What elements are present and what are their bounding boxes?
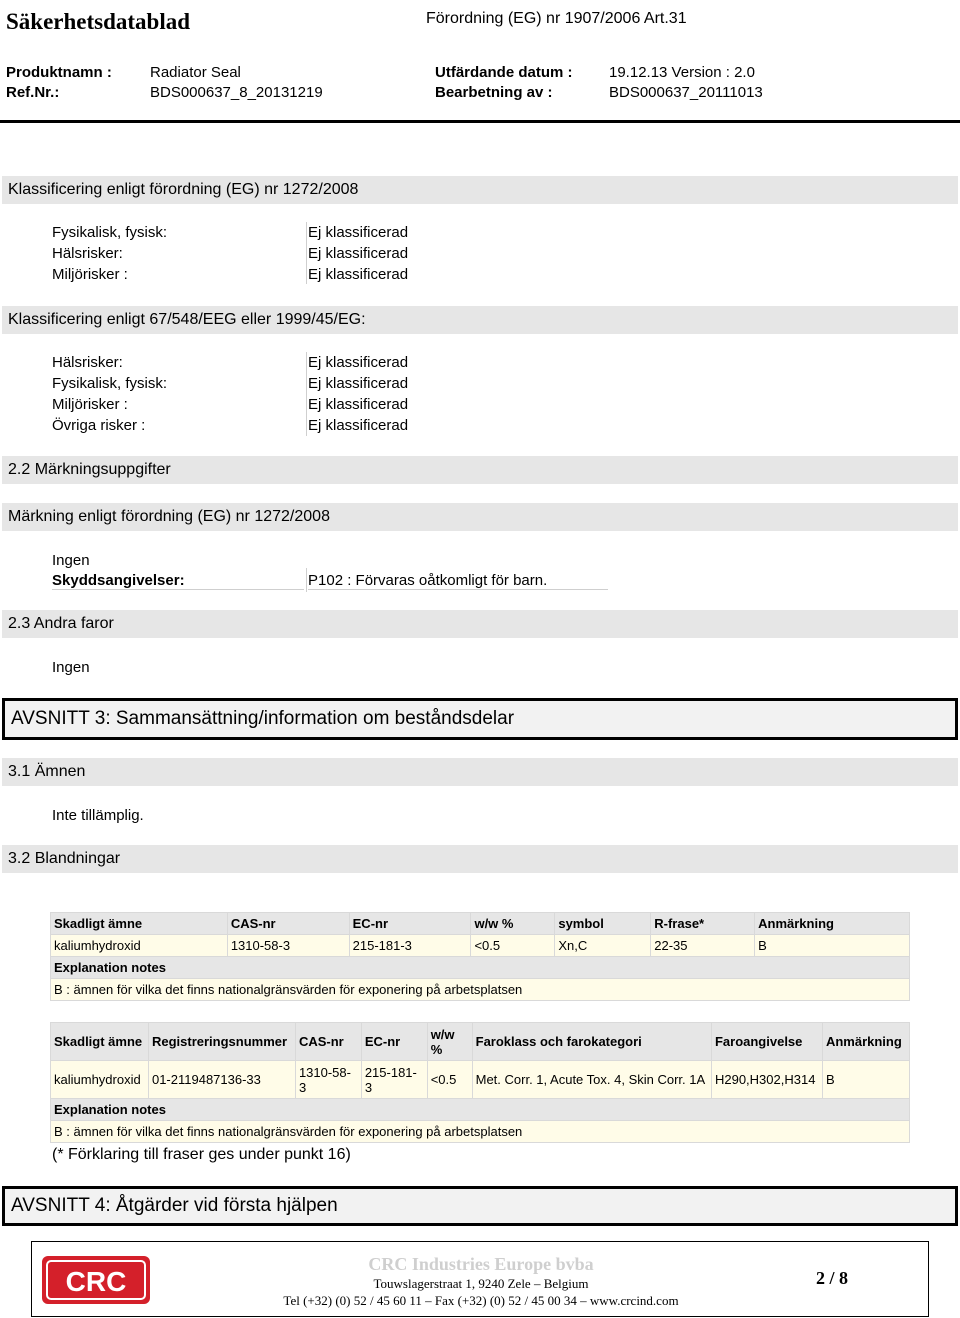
dsd-row-label: Miljörisker : <box>52 396 128 413</box>
dsd-row-label: Hälsrisker: <box>52 354 123 371</box>
table-cell: B <box>755 935 910 957</box>
notes-row <box>51 1121 910 1143</box>
clp-row-label: Fysikalisk, fysisk: <box>52 224 168 241</box>
dsd-row-label: Övriga risker : <box>52 417 146 434</box>
notes-text: B : ämnen för vilka det finns nationalgränsvärden för exponering på arbetsplatsen <box>51 979 910 1001</box>
table-cell: B <box>822 1061 909 1099</box>
column-header: w/w % <box>427 1023 472 1061</box>
other-hazards-heading <box>2 610 958 638</box>
column-header: CAS-nr <box>227 913 349 935</box>
column-divider <box>306 568 307 592</box>
product-name-label: Produktnamn : <box>6 64 112 81</box>
clp-row-value: Ej klassificerad <box>308 266 409 283</box>
company-name: CRC Industries Europe bvba <box>368 1254 594 1274</box>
column-header: w/w % <box>471 913 555 935</box>
table-cell: Xn,C <box>555 935 651 957</box>
table-row <box>51 1061 910 1099</box>
clp-row-label: Hälsrisker: <box>52 245 123 262</box>
mixtures-heading-text: 3.2 Blandningar <box>8 850 121 867</box>
notes-label: Explanation notes <box>51 957 910 979</box>
column-header: R-frase* <box>651 913 755 935</box>
table-cell: 1310-58-3 <box>295 1061 361 1099</box>
clp-row-value: Ej klassificerad <box>308 245 409 262</box>
svg-text:CRC: CRC <box>65 1266 127 1297</box>
dsd-row-value: Ej klassificerad <box>308 396 409 413</box>
clp-row-label: Miljörisker : <box>52 266 128 283</box>
substances-heading <box>2 758 958 786</box>
notes-row <box>51 979 910 1001</box>
substances-value: Inte tillämplig. <box>52 807 144 824</box>
page-footer <box>31 1241 929 1317</box>
clp-ingredients-table <box>50 1022 910 1143</box>
mixtures-heading <box>2 845 958 873</box>
column-divider <box>306 222 307 284</box>
clp-heading-text: Klassificering enligt förordning (EG) nr 1272/2008 <box>8 181 359 198</box>
notes-label: Explanation notes <box>51 1099 910 1121</box>
dsd-row-value: Ej klassificerad <box>308 375 409 392</box>
column-header: Registreringsnummer <box>148 1023 295 1061</box>
processing-value: BDS000637_20111013 <box>609 84 763 101</box>
ref-number-value: BDS000637_8_20131219 <box>150 84 323 101</box>
dsd-row-label: Fysikalisk, fysisk: <box>52 375 168 392</box>
product-name-value: Radiator Seal <box>150 64 241 81</box>
table-cell: Met. Corr. 1, Acute Tox. 4, Skin Corr. 1A <box>472 1061 711 1099</box>
column-header: symbol <box>555 913 651 935</box>
page-number: 2 / 8 <box>816 1268 849 1288</box>
footnote: (* Förklaring till fraser ges under punkt 16) <box>52 1146 351 1163</box>
notes-header-row <box>51 957 910 979</box>
notes-header-row <box>51 1099 910 1121</box>
table-cell: 215-181-3 <box>349 935 471 957</box>
header-divider <box>0 120 960 123</box>
table-cell: H290,H302,H314 <box>711 1061 822 1099</box>
table-cell: kaliumhydroxid <box>51 935 228 957</box>
company-address: Touwslagerstraat 1, 9240 Zele – Belgium <box>373 1276 589 1291</box>
table-row <box>51 935 910 957</box>
column-header: Faroangivelse <box>711 1023 822 1061</box>
document-title: Säkerhetsdatablad <box>6 9 191 34</box>
processing-label: Bearbetning av : <box>435 84 553 101</box>
column-divider <box>306 352 307 436</box>
column-header: CAS-nr <box>295 1023 361 1061</box>
dsd-heading-text: Klassificering enligt 67/548/EEG eller 1999/45/EG: <box>8 311 366 328</box>
column-header: Skadligt ämne <box>51 1023 149 1061</box>
regulation-reference: Förordning (EG) nr 1907/2006 Art.31 <box>426 10 687 27</box>
dsd-classification-heading <box>2 306 958 334</box>
column-header: Anmärkning <box>755 913 910 935</box>
section-3-heading-text: AVSNITT 3: Sammansättning/information om beståndsdelar <box>11 708 515 729</box>
table-header-row <box>51 1023 910 1061</box>
clp-classification-heading <box>2 176 958 204</box>
precaution-value: P102 : Förvaras oåtkomligt för barn. <box>308 572 608 590</box>
clp-row-value: Ej klassificerad <box>308 224 409 241</box>
table-cell: 22-35 <box>651 935 755 957</box>
pictogram-none: Ingen <box>52 552 90 569</box>
column-header: Skadligt ämne <box>51 913 228 935</box>
section-4-heading-text: AVSNITT 4: Åtgärder vid första hjälpen <box>11 1195 338 1216</box>
section-3-heading <box>2 698 958 740</box>
labeling-heading-text: 2.2 Märkningsuppgifter <box>8 461 171 478</box>
dsd-ingredients-table <box>50 912 910 1001</box>
table-cell: <0.5 <box>427 1061 472 1099</box>
substances-heading-text: 3.1 Ämnen <box>8 763 86 780</box>
table-cell: kaliumhydroxid <box>51 1061 149 1099</box>
ref-number-label: Ref.Nr.: <box>6 84 60 101</box>
other-hazards-value: Ingen <box>52 659 90 676</box>
dsd-row-value: Ej klassificerad <box>308 417 409 434</box>
section-4-heading <box>2 1186 958 1226</box>
table-cell: 01-2119487136-33 <box>148 1061 295 1099</box>
labeling-subheading <box>2 503 958 531</box>
column-header: Faroklass och farokategori <box>472 1023 711 1061</box>
other-hazards-heading-text: 2.3 Andra faror <box>8 615 114 632</box>
labeling-heading <box>2 456 958 484</box>
precaution-label: Skyddsangivelser: <box>52 572 304 590</box>
column-header: Anmärkning <box>822 1023 909 1061</box>
table-header-row <box>51 913 910 935</box>
table-cell: <0.5 <box>471 935 555 957</box>
dsd-row-value: Ej klassificerad <box>308 354 409 371</box>
column-header: EC-nr <box>361 1023 427 1061</box>
issue-date-label: Utfärdande datum : <box>435 64 573 81</box>
notes-text: B : ämnen för vilka det finns nationalgränsvärden för exponering på arbetsplatsen <box>51 1121 910 1143</box>
column-header: EC-nr <box>349 913 471 935</box>
labeling-subheading-text: Märkning enligt förordning (EG) nr 1272/2008 <box>8 508 330 525</box>
issue-date-value: 19.12.13 Version : 2.0 <box>609 64 755 81</box>
table-cell: 215-181-3 <box>361 1061 427 1099</box>
table-cell: 1310-58-3 <box>227 935 349 957</box>
company-contact: Tel (+32) (0) 52 / 45 60 11 – Fax (+32) (0) 52 / 45 00 34 – www.crcind.com <box>283 1293 679 1308</box>
